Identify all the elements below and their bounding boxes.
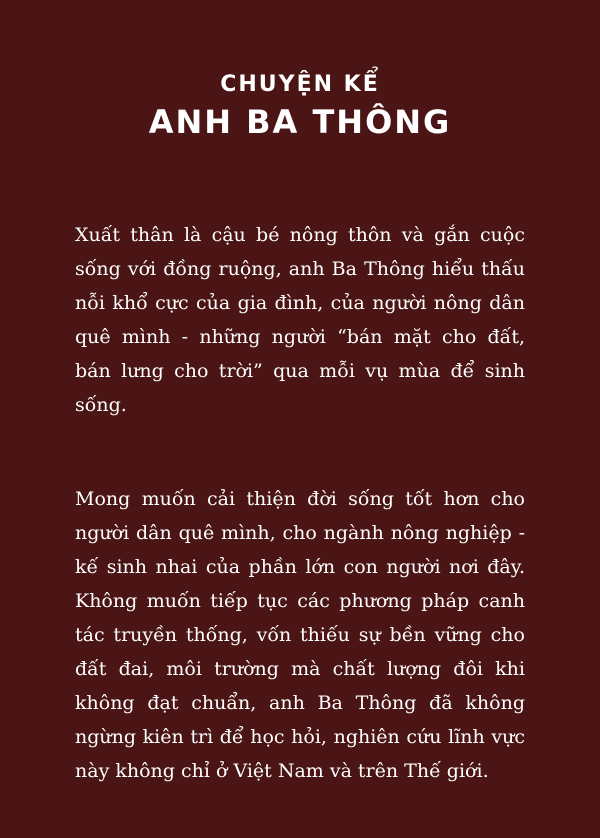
section-kicker: CHUYỆN KỂ xyxy=(220,72,380,97)
page-title: ANH BA THÔNG xyxy=(148,103,452,141)
paragraph-mission: Mong muốn cải thiện đời sống tốt hơn cho người dân quê mình, cho ngành nông nghiệp - kế sinh nhai của phần lớn con người nơi đây. Không muốn tiếp tục các phương pháp canh tác truyền thống, vốn thiếu sự bền vững cho đất đai, môi trường mà chất lượng đôi khi không đạt chuẩn, anh Ba Thông đã không ngừng kiên trì để học hỏi, nghiên cứu lĩnh vực này không chỉ ở Việt Nam và trên Thế giới. xyxy=(75,488,525,782)
paragraph-intro: Xuất thân là cậu bé nông thôn và gắn cuộc sống với đồng ruộng, anh Ba Thông hiểu thấu nỗi khổ cực của gia đình, của người nông dân quê mình - những người “bán mặt cho đất, bán lưng cho trời” qua mỗi vụ mùa để sinh sống. xyxy=(75,224,525,416)
header xyxy=(0,70,600,142)
